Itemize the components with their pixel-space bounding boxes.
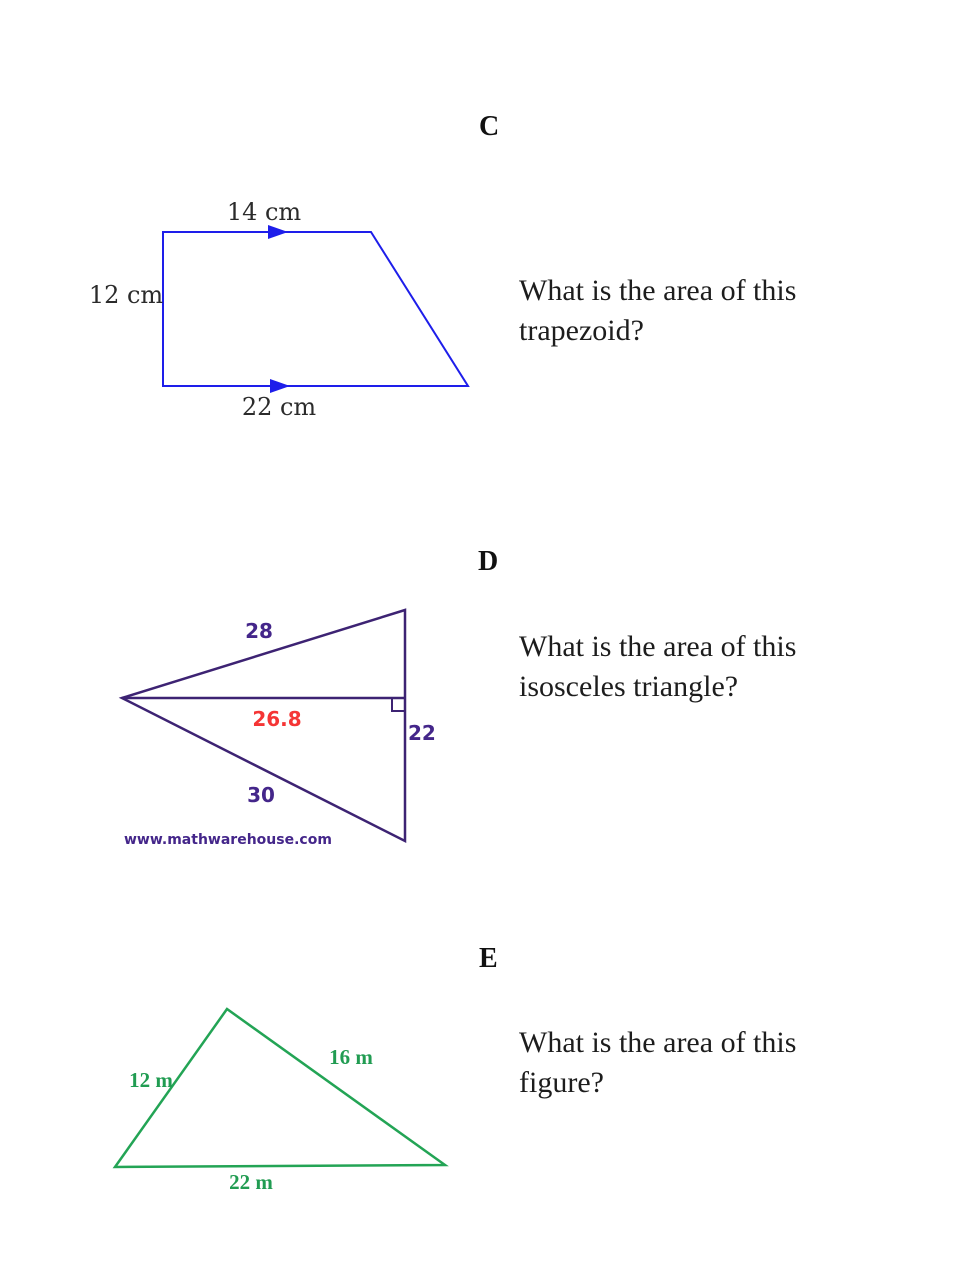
question-d-line1: What is the area of this xyxy=(519,630,797,663)
triangle-e-left-side-label: 12 m xyxy=(129,1068,173,1092)
section-label-d: D xyxy=(478,546,499,577)
question-c xyxy=(519,271,879,351)
triangle-d-altitude-label: 26.8 xyxy=(252,707,302,731)
trapezoid-left-dimension: 12 cm xyxy=(88,281,164,309)
trapezoid-shape xyxy=(163,232,468,386)
question-c-line2: trapezoid? xyxy=(519,314,644,347)
triangle-e-bottom-side-label: 22 m xyxy=(229,1170,273,1194)
parallel-mark-arrow-bottom-icon xyxy=(270,379,290,393)
triangle-d-bottom-side-label: 30 xyxy=(247,783,275,807)
question-e-line1: What is the area of this xyxy=(519,1026,797,1059)
trapezoid-bottom-dimension: 22 cm xyxy=(241,393,317,421)
question-d-line2: isosceles triangle? xyxy=(519,670,739,703)
question-c-line1: What is the area of this xyxy=(519,274,797,307)
triangle-d-top-side-label: 28 xyxy=(245,619,273,643)
question-e-line2: figure? xyxy=(519,1066,604,1099)
triangle-d-right-side-label: 22 xyxy=(408,721,436,745)
triangle-e-right-side-label: 16 m xyxy=(329,1045,373,1069)
trapezoid-top-dimension: 14 cm xyxy=(226,198,302,226)
question-e xyxy=(519,1023,879,1103)
right-angle-marker-icon xyxy=(392,698,405,711)
question-d xyxy=(519,627,879,707)
section-label-e: E xyxy=(479,943,498,974)
section-label-c: C xyxy=(479,111,500,142)
mathwarehouse-watermark: www.mathwarehouse.com xyxy=(124,832,332,848)
parallel-mark-arrow-top-icon xyxy=(268,225,288,239)
trapezoid-figure xyxy=(85,194,485,426)
